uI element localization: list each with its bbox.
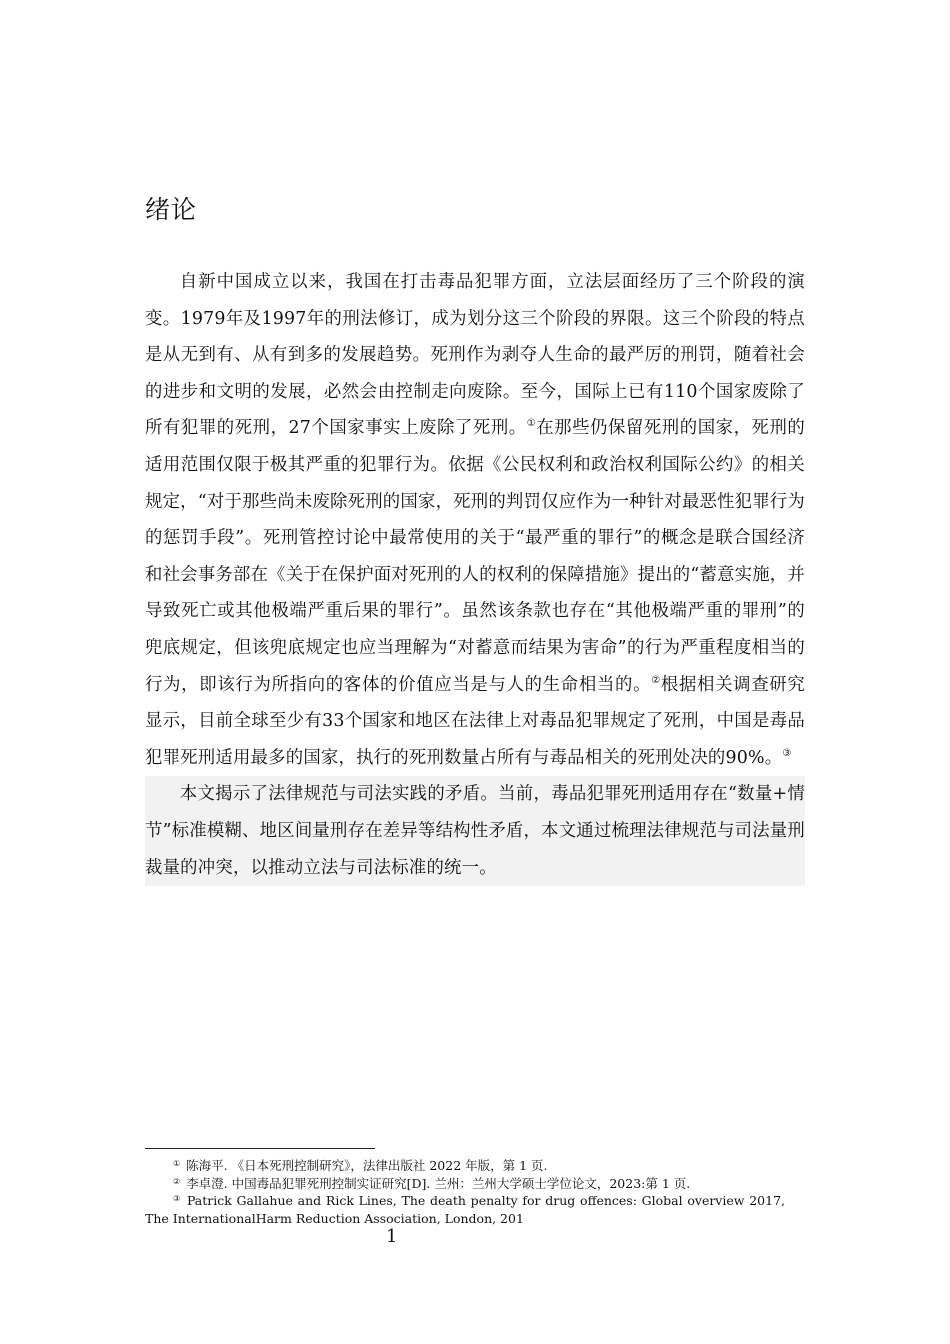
paragraph-2-text: 本文揭示了法律规范与司法实践的矛盾。当前，毒品犯罪死刑适用存在“数量+情节”标准模糊、地区间量刑存在差异等结构性矛盾，本文通过梳理法律规范与司法量刑裁量的冲突，以推动立法与司法标准的统一。: [145, 784, 805, 878]
footnote-mark-2: ②: [173, 1176, 181, 1186]
footnote-2: [145, 1175, 785, 1193]
paragraph-1: [145, 264, 805, 776]
footnote-text-2: 李卓澄. 中国毒品犯罪死刑控制实证研究[D]. 兰州：兰州大学硕士学位论文，2023:第 1 页.: [186, 1175, 691, 1191]
footnote-mark-3: ③: [173, 1194, 181, 1203]
paragraph-2: [145, 776, 805, 886]
paragraph-1-text-3: 根据相关调查研究显示，目前全球至少有33个国家和地区在法律上对毒品犯罪规定了死刑，中国是毒品犯罪死刑适用最多的国家，执行的死刑数量占所有与毒品相关的死刑处决的90%。: [145, 674, 805, 768]
footnote-separator: [145, 1148, 375, 1149]
footnote-3: [145, 1192, 785, 1227]
footnotes: [145, 1157, 785, 1227]
paragraph-1-text-2: 在那些仍保留死刑的国家，死刑的适用范围仅限于极其严重的犯罪行为。依据《公民权利和政治权利国际公约》的相关规定，“对于那些尚未废除死刑的国家，死刑的判罚仅应作为一种针对最恶性犯罪行为的惩罚手段”。死刑管控讨论中最常使用的关于“最严重的罪行”的概念是联合国经济和社会事务部在《关于在保护面对死刑的人的权利的保障措施》提出的“蓄意实施，并导致死亡或其他极端严重后果的罪行”。虽然该条款也存在“其他极端严重的罪刑”的兜底规定，但该兜底规定也应当理解为“对蓄意而结果为害命”的行为严重程度相当的行为，即该行为所指向的客体的价值应当是与人的生命相当的。: [145, 418, 805, 695]
body-text: [145, 264, 805, 886]
section-title: 绪论: [145, 195, 198, 224]
footnote-text-3: Patrick Gallahue and Rick Lines, The death penalty for drug offences: Global overview 2017, The InternationalHarm Reduction Association, London, 201: [145, 1193, 785, 1226]
footnote-ref-3[interactable]: ③: [782, 747, 792, 759]
page-number: 1: [386, 1226, 398, 1247]
footnote-text-1: 陈海平. 《日本死刑控制研究》，法律出版社 2022 年版，第 1 页.: [186, 1158, 548, 1173]
footnote-ref-1[interactable]: ①: [526, 418, 537, 430]
paragraph-1-text-1: 自新中国成立以来，我国在打击毒品犯罪方面，立法层面经历了三个阶段的演变。1979年及1997年的刑法修订，成为划分这三个阶段的界限。这三个阶段的特点是从无到有、从有到多的发展趋势。死刑作为剥夺人生命的最严厉的刑罚，随着社会的进步和文明的发展，必然会由控制走向废除。至今，国际上已有110个国家废除了所有犯罪的死刑，27个国家事实上废除了死刑。: [145, 272, 805, 439]
footnote-ref-2[interactable]: ②: [651, 674, 661, 686]
footnote-1: [145, 1157, 785, 1175]
footnote-mark-1: ①: [173, 1159, 181, 1168]
